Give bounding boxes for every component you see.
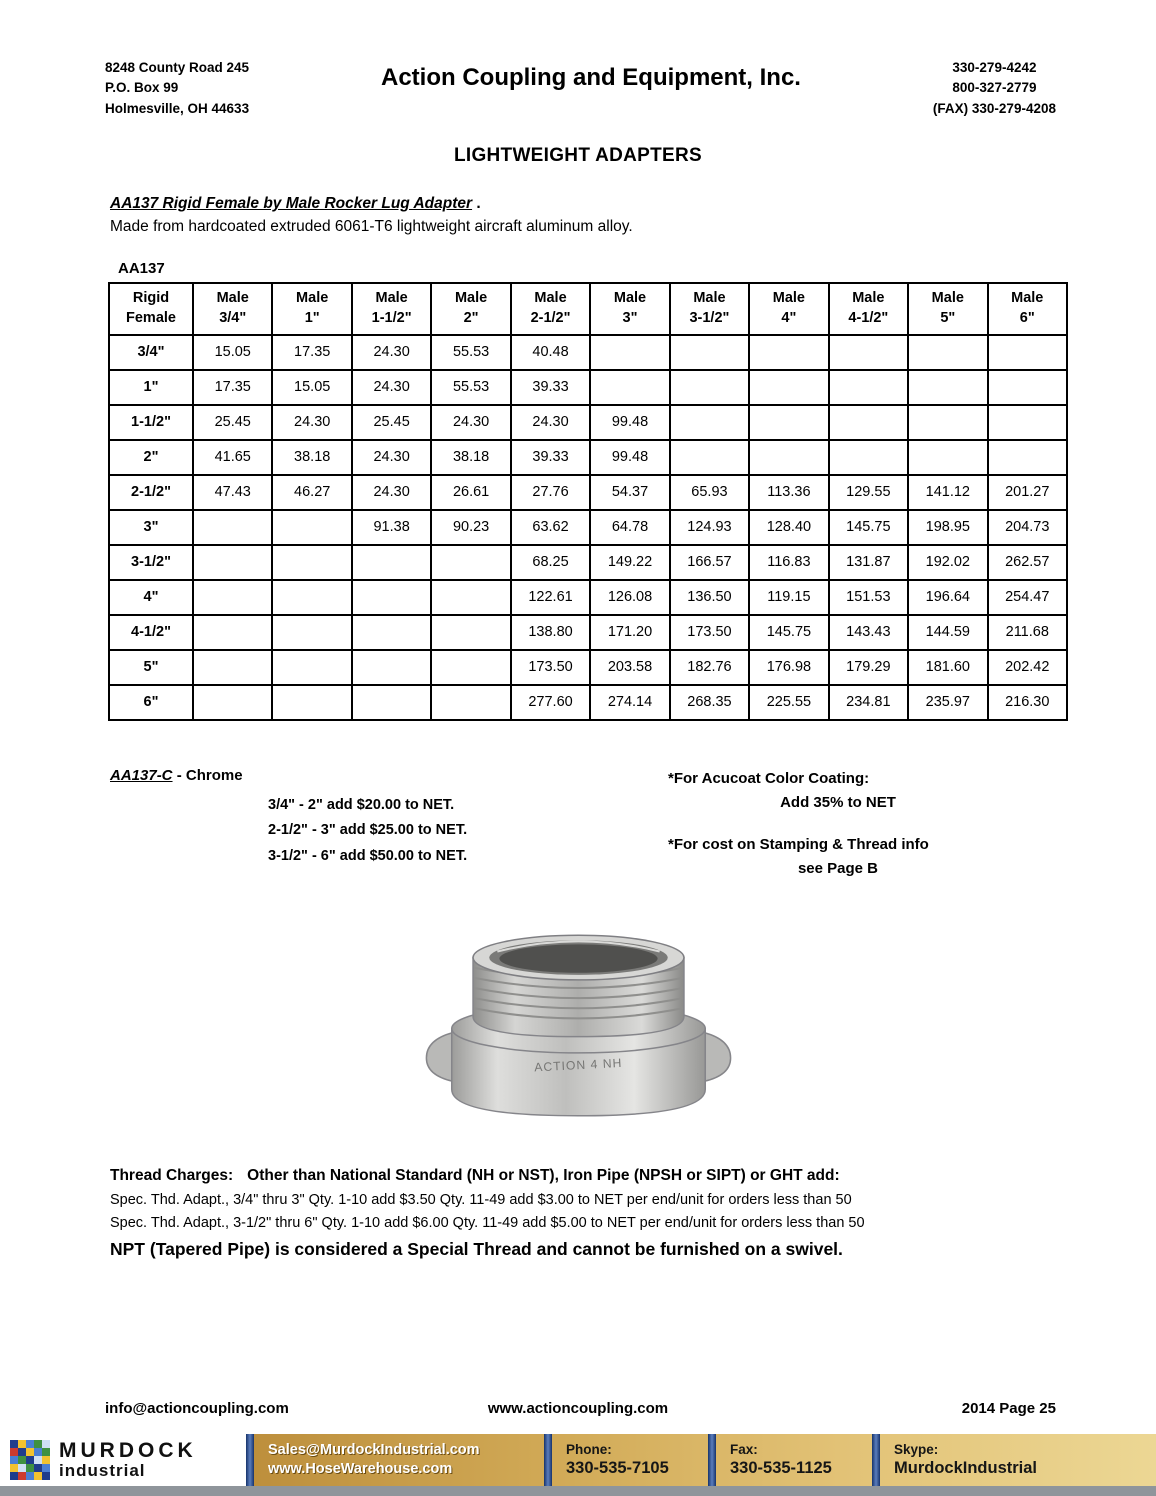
chrome-code: AA137-C <box>110 766 173 784</box>
table-row <box>109 650 1067 685</box>
price-cell: 145.75 <box>749 615 828 650</box>
column-header: Male 1-1/2" <box>352 283 431 335</box>
price-cell: 47.43 <box>193 475 272 510</box>
price-cell <box>352 650 431 685</box>
price-cell: 65.93 <box>670 475 749 510</box>
murdock-brand-block <box>59 1440 197 1480</box>
price-cell: 41.65 <box>193 440 272 475</box>
row-label: 3-1/2" <box>109 545 193 580</box>
price-cell <box>272 510 351 545</box>
price-cell: 124.93 <box>670 510 749 545</box>
price-cell <box>352 545 431 580</box>
corner-header: Rigid Female <box>109 283 193 335</box>
price-cell: 27.76 <box>511 475 590 510</box>
price-cell <box>272 685 351 720</box>
npt-note: NPT (Tapered Pipe) is considered a Special Thread and cannot be furnished on a swivel. <box>110 1238 843 1259</box>
thread-charges-text: Other than National Standard (NH or NST), Iron Pipe (NPSH or SIPT) or GHT add: <box>247 1166 840 1184</box>
price-cell: 122.61 <box>511 580 590 615</box>
banner-phone-number: 330-535-7105 <box>566 1459 669 1478</box>
price-cell <box>908 405 987 440</box>
price-cell <box>431 650 510 685</box>
price-cell: 128.40 <box>749 510 828 545</box>
fax-line: (FAX) 330-279-4208 <box>932 100 1056 116</box>
price-cell <box>431 545 510 580</box>
price-cell: 24.30 <box>431 405 510 440</box>
price-cell: 129.55 <box>829 475 908 510</box>
price-cell <box>908 370 987 405</box>
price-cell <box>829 370 908 405</box>
column-header: Male 2" <box>431 283 510 335</box>
price-cell: 116.83 <box>749 545 828 580</box>
banner-phone-label: Phone: <box>566 1441 612 1457</box>
column-header: Male 3-1/2" <box>670 283 749 335</box>
price-cell: 90.23 <box>431 510 510 545</box>
page-title: LIGHTWEIGHT ADAPTERS <box>453 144 703 166</box>
price-cell: 181.60 <box>908 650 987 685</box>
price-cell <box>908 335 987 370</box>
price-cell: 216.30 <box>988 685 1067 720</box>
thread-charge-line-1: Spec. Thd. Adapt., 3/4" thru 3" Qty. 1-10 add $3.50 Qty. 11-49 add $3.00 to NET per end/unit for orders less than 50 <box>110 1191 852 1208</box>
product-heading-period: . <box>472 194 481 212</box>
price-cell: 173.50 <box>670 615 749 650</box>
price-cell <box>431 685 510 720</box>
price-cell <box>829 440 908 475</box>
table-row <box>109 405 1067 440</box>
price-cell <box>272 545 351 580</box>
banner-gold-strip <box>254 1434 1156 1486</box>
footer-email[interactable]: info@actioncoupling.com <box>105 1400 289 1417</box>
price-cell: 24.30 <box>352 440 431 475</box>
price-cell <box>193 510 272 545</box>
price-cell: 17.35 <box>272 335 351 370</box>
row-label: 3" <box>109 510 193 545</box>
table-row <box>109 615 1067 650</box>
price-table <box>108 282 1068 721</box>
banner-phone-section <box>552 1441 708 1480</box>
table-header-row <box>109 283 1067 335</box>
column-header: Male 2-1/2" <box>511 283 590 335</box>
chrome-pricing-lines <box>268 793 558 869</box>
column-header: Male 3/4" <box>193 283 272 335</box>
price-cell <box>670 405 749 440</box>
table-row <box>109 335 1067 370</box>
price-cell: 182.76 <box>670 650 749 685</box>
price-cell: 166.57 <box>670 545 749 580</box>
row-label: 4" <box>109 580 193 615</box>
table-row <box>109 545 1067 580</box>
price-cell <box>670 440 749 475</box>
price-cell: 99.48 <box>590 405 669 440</box>
price-cell: 138.80 <box>511 615 590 650</box>
product-photo-area <box>0 915 1156 1133</box>
column-header: Male 3" <box>590 283 669 335</box>
price-cell: 25.45 <box>352 405 431 440</box>
price-cell: 268.35 <box>670 685 749 720</box>
price-cell <box>988 405 1067 440</box>
chrome-line-2: 2-1/2" - 3" add $25.00 to NET. <box>268 822 468 839</box>
murdock-banner <box>0 1434 1156 1486</box>
price-cell <box>670 370 749 405</box>
murdock-logo-area <box>0 1434 246 1486</box>
price-cell: 274.14 <box>590 685 669 720</box>
price-cell: 55.53 <box>431 370 510 405</box>
rocker-lug-left <box>426 1032 452 1081</box>
price-cell: 262.57 <box>988 545 1067 580</box>
footer-page-number: 2014 Page 25 <box>961 1400 1056 1417</box>
price-cell: 254.47 <box>988 580 1067 615</box>
price-cell <box>272 650 351 685</box>
price-cell: 196.64 <box>908 580 987 615</box>
price-cell: 131.87 <box>829 545 908 580</box>
price-cell <box>749 370 828 405</box>
price-cell: 126.08 <box>590 580 669 615</box>
price-cell: 64.78 <box>590 510 669 545</box>
banner-skype-label: Skype: <box>894 1441 939 1457</box>
price-cell <box>352 685 431 720</box>
price-cell: 26.61 <box>431 475 510 510</box>
price-cell: 113.36 <box>749 475 828 510</box>
engraved-stamp-text: ACTION 4 NH <box>533 1055 623 1075</box>
price-cell: 202.42 <box>988 650 1067 685</box>
thread-charges-heading <box>110 1167 1060 1185</box>
price-cell: 24.30 <box>352 475 431 510</box>
price-cell <box>193 580 272 615</box>
banner-divider <box>544 1434 552 1486</box>
price-cell <box>193 615 272 650</box>
price-cell: 39.33 <box>511 370 590 405</box>
page-header <box>0 0 1156 119</box>
banner-skype-section <box>880 1441 1051 1480</box>
table-row <box>109 370 1067 405</box>
price-cell <box>590 370 669 405</box>
acucoat-note-line-2: Add 35% to NET <box>780 793 896 811</box>
price-cell: 38.18 <box>272 440 351 475</box>
price-cell: 54.37 <box>590 475 669 510</box>
price-cell <box>272 580 351 615</box>
price-cell: 15.05 <box>272 370 351 405</box>
table-row <box>109 440 1067 475</box>
price-cell: 99.48 <box>590 440 669 475</box>
banner-divider <box>246 1434 254 1486</box>
stamping-note-line-2: see Page B <box>797 859 879 877</box>
price-cell: 225.55 <box>749 685 828 720</box>
price-cell: 55.53 <box>431 335 510 370</box>
stamping-note-line-1: *For cost on Stamping & Thread info <box>668 835 929 853</box>
price-cell <box>749 335 828 370</box>
price-cell: 38.18 <box>431 440 510 475</box>
price-cell: 179.29 <box>829 650 908 685</box>
adapter-product-photo <box>406 915 751 1133</box>
price-cell <box>749 440 828 475</box>
price-cell <box>988 370 1067 405</box>
column-header: Male 1" <box>272 283 351 335</box>
row-label: 6" <box>109 685 193 720</box>
price-cell <box>908 440 987 475</box>
product-heading <box>110 195 1156 213</box>
murdock-brand-name: MURDOCK <box>59 1439 197 1463</box>
table-row <box>109 580 1067 615</box>
price-cell: 91.38 <box>352 510 431 545</box>
company-phones <box>933 58 1056 119</box>
banner-sales-email[interactable]: Sales@MurdockIndustrial.com <box>268 1442 480 1459</box>
chrome-section <box>0 767 1156 881</box>
price-cell <box>272 615 351 650</box>
price-cell: 17.35 <box>193 370 272 405</box>
price-cell <box>988 335 1067 370</box>
price-cell: 40.48 <box>511 335 590 370</box>
banner-sales-website[interactable]: www.HoseWarehouse.com <box>268 1461 453 1477</box>
price-cell: 39.33 <box>511 440 590 475</box>
price-cell: 24.30 <box>272 405 351 440</box>
chrome-line-1: 3/4" - 2" add $20.00 to NET. <box>268 796 455 813</box>
price-cell: 204.73 <box>988 510 1067 545</box>
product-code-heading: AA137 Rigid Female by Male Rocker Lug Adapter <box>110 194 473 212</box>
company-name: Action Coupling and Equipment, Inc. <box>381 64 801 91</box>
price-cell: 171.20 <box>590 615 669 650</box>
row-label: 2-1/2" <box>109 475 193 510</box>
company-address <box>105 58 249 119</box>
footer-website[interactable]: www.actioncoupling.com <box>487 1400 669 1417</box>
price-cell <box>431 580 510 615</box>
price-cell: 149.22 <box>590 545 669 580</box>
price-cell <box>829 335 908 370</box>
page-bottom-edge <box>0 1486 1156 1496</box>
price-cell: 63.62 <box>511 510 590 545</box>
price-cell: 15.05 <box>193 335 272 370</box>
price-cell: 151.53 <box>829 580 908 615</box>
banner-divider <box>872 1434 880 1486</box>
table-row <box>109 685 1067 720</box>
rocker-lug-right <box>704 1032 730 1081</box>
thread-charges-label: Thread Charges: <box>110 1166 234 1184</box>
thread-charges <box>110 1167 1060 1260</box>
banner-skype-name: MurdockIndustrial <box>894 1459 1038 1478</box>
price-cell <box>193 650 272 685</box>
price-cell: 192.02 <box>908 545 987 580</box>
price-cell: 25.45 <box>193 405 272 440</box>
price-cell <box>829 405 908 440</box>
price-cell: 68.25 <box>511 545 590 580</box>
column-header: Male 4-1/2" <box>829 283 908 335</box>
price-cell: 198.95 <box>908 510 987 545</box>
column-header: Male 5" <box>908 283 987 335</box>
price-cell <box>193 685 272 720</box>
price-cell <box>193 545 272 580</box>
banner-fax-number: 330-535-1125 <box>730 1459 832 1478</box>
price-cell: 211.68 <box>988 615 1067 650</box>
price-cell: 46.27 <box>272 475 351 510</box>
table-row <box>109 510 1067 545</box>
price-cell: 24.30 <box>352 370 431 405</box>
price-cell: 201.27 <box>988 475 1067 510</box>
price-cell: 173.50 <box>511 650 590 685</box>
price-cell: 203.58 <box>590 650 669 685</box>
row-label: 1" <box>109 370 193 405</box>
address-line-3: Holmesville, OH 44633 <box>105 100 250 116</box>
price-cell: 119.15 <box>749 580 828 615</box>
chrome-options <box>110 767 558 881</box>
price-cell: 277.60 <box>511 685 590 720</box>
price-cell: 24.30 <box>352 335 431 370</box>
price-cell <box>670 335 749 370</box>
row-label: 4-1/2" <box>109 615 193 650</box>
price-cell: 144.59 <box>908 615 987 650</box>
coating-notes <box>668 767 1008 881</box>
price-cell <box>590 335 669 370</box>
column-header: Male 6" <box>988 283 1067 335</box>
price-cell <box>431 615 510 650</box>
price-cell: 176.98 <box>749 650 828 685</box>
price-cell: 136.50 <box>670 580 749 615</box>
price-cell <box>352 615 431 650</box>
chrome-heading <box>110 767 558 784</box>
chrome-line-3: 3-1/2" - 6" add $50.00 to NET. <box>268 847 468 864</box>
price-cell: 24.30 <box>511 405 590 440</box>
product-description: Made from hardcoated extruded 6061-T6 lightweight aircraft aluminum alloy. <box>110 217 633 235</box>
banner-fax-section <box>716 1441 872 1480</box>
row-label: 5" <box>109 650 193 685</box>
address-line-1: 8248 County Road 245 <box>105 60 250 75</box>
address-line-2: P.O. Box 99 <box>105 80 179 96</box>
phone-line-1: 330-279-4242 <box>952 60 1037 75</box>
chrome-code-suffix: - Chrome <box>172 766 243 784</box>
row-label: 1-1/2" <box>109 405 193 440</box>
price-cell: 141.12 <box>908 475 987 510</box>
table-label: AA137 <box>118 259 165 277</box>
thread-charge-line-2: Spec. Thd. Adapt., 3-1/2" thru 6" Qty. 1-10 add $6.00 Qty. 11-49 add $5.00 to NET per end/unit for orders less than 50 <box>110 1214 865 1231</box>
row-label: 3/4" <box>109 335 193 370</box>
price-cell <box>988 440 1067 475</box>
price-cell <box>352 580 431 615</box>
price-cell: 234.81 <box>829 685 908 720</box>
price-cell: 235.97 <box>908 685 987 720</box>
price-cell: 145.75 <box>829 510 908 545</box>
phone-line-2: 800-327-2779 <box>952 80 1037 96</box>
row-label: 2" <box>109 440 193 475</box>
price-cell: 143.43 <box>829 615 908 650</box>
price-cell <box>749 405 828 440</box>
murdock-brand-sub: industrial <box>59 1461 146 1481</box>
table-row <box>109 475 1067 510</box>
banner-divider <box>708 1434 716 1486</box>
murdock-mosaic-icon <box>10 1440 50 1480</box>
acucoat-note-line-1: *For Acucoat Color Coating: <box>668 769 870 787</box>
column-header: Male 4" <box>749 283 828 335</box>
banner-sales-section <box>254 1441 544 1479</box>
banner-fax-label: Fax: <box>730 1441 758 1457</box>
